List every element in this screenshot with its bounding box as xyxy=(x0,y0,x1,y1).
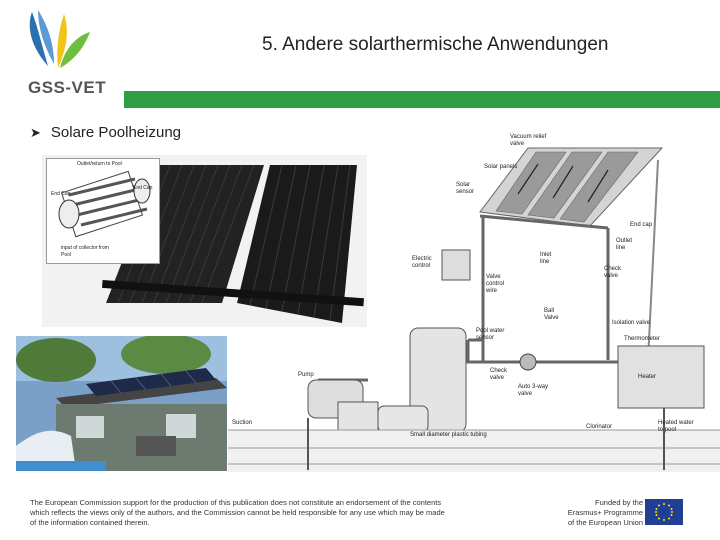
label-inlet-line: Inlet line xyxy=(540,252,552,265)
label-pump: Pump xyxy=(298,372,314,378)
pool-house-photo xyxy=(16,336,227,471)
inset-label-input: input of collector from Pool xyxy=(61,245,109,258)
label-heater: Heater xyxy=(638,374,657,380)
label-check-valve-bottom: Check valve xyxy=(490,368,508,381)
label-ball-valve: Ball Valve xyxy=(544,308,559,321)
inset-label-end-cap-left: End Cap xyxy=(51,191,71,197)
bullet-text: Solare Poolheizung xyxy=(50,124,181,141)
inset-label-outlet: Outlet/return to Pool xyxy=(77,161,122,167)
title-bar xyxy=(124,91,720,108)
eu-flag-icon xyxy=(645,499,683,525)
erasmus-funding-text: Funded by the Erasmus+ Programme of the European Union xyxy=(567,498,643,527)
bullet-item xyxy=(30,124,181,141)
label-outlet-line: Outlet line xyxy=(616,238,633,251)
label-vacuum-relief: Vacuum relief valve xyxy=(510,134,547,147)
label-electric-control: Electric control xyxy=(412,256,432,269)
inset-label-end-cap-top: End Cap xyxy=(133,185,153,191)
logo xyxy=(24,8,96,74)
collector-inset-diagram xyxy=(46,158,160,264)
label-solar-sensor: Solar sensor xyxy=(456,182,475,195)
label-suction: Suction xyxy=(232,420,253,426)
label-check-valve-right: Check valve xyxy=(604,266,622,279)
pool-heating-system-diagram xyxy=(228,130,720,472)
label-clorinator: Clorinator xyxy=(586,424,613,430)
label-pool-water-sensor: Pool water sensor xyxy=(476,328,505,341)
page-title: 5. Andere solarthermische Anwendungen xyxy=(262,34,609,55)
logo-leaves-icon xyxy=(24,8,96,74)
label-end-cap: End cap xyxy=(630,222,653,228)
label-heated-water: Heated water to pool xyxy=(658,420,694,433)
arrow-bullet-icon: ➤ xyxy=(30,125,41,140)
footer-disclaimer: The European Commission support for the production of this publication does not constitute an endorsement of the contents which reflects the views only of the authors, and the Commission cannot be held responsible for any use which may be made of the information contained therein. xyxy=(30,498,445,527)
label-isolation-valve: Isolation valve xyxy=(612,320,651,326)
label-valve-control-wire: Valve control wire xyxy=(486,274,505,294)
label-thermometer: Thermometer xyxy=(624,336,661,342)
label-solar-panels: Solar panels xyxy=(484,164,518,170)
label-auto-valve: Auto 3-way valve xyxy=(518,384,549,397)
label-small-tubing: Small diameter plastic tubing xyxy=(410,432,487,438)
logo-text: GSS-VET xyxy=(28,78,107,97)
